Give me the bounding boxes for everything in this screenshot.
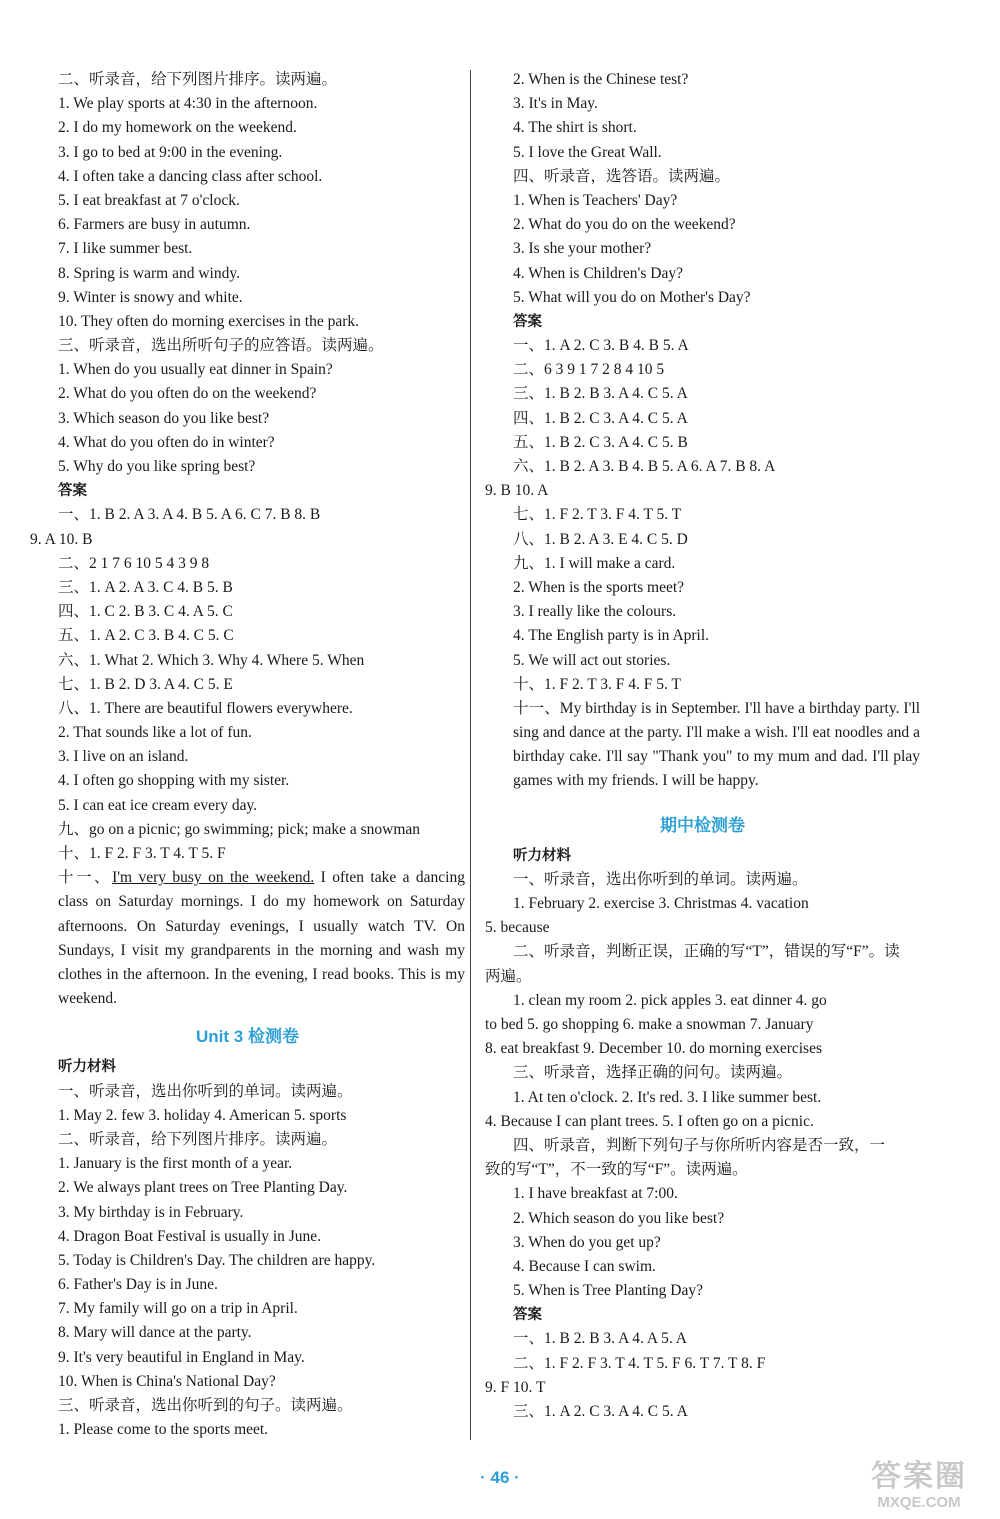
text-line: 9. B 10. A xyxy=(485,482,549,500)
text-line: 二、听录音，判断正误，正确的写“T”，错误的写“F”。读 xyxy=(513,943,900,961)
midterm-lines xyxy=(485,844,920,1425)
text-line: 3. I really like the colours. xyxy=(513,603,677,621)
text-line: 一、1. B 2. A 3. A 4. B 5. A 6. C 7. B 8. B xyxy=(58,506,321,524)
text-line: 五、1. A 2. C 3. B 4. C 5. C xyxy=(58,627,234,645)
watermark-logo xyxy=(844,1460,994,1518)
text-line: 1. I have breakfast at 7:00. xyxy=(513,1185,678,1203)
text-line: 3. Is she your mother? xyxy=(513,240,652,258)
right-essay: 十一、My birthday is in September. I'll have a birthday party. I'll sing and dance at the party. I'll make a wish. I'll eat noodles and a birthday cake. I'll say "Thank you" to my mum and dad. I'll play games with my friends. I will be happy. xyxy=(513,699,920,790)
text-line: 3. It's in May. xyxy=(513,95,598,113)
right-lines xyxy=(485,68,920,697)
text-line: 三、听录音，选择正确的问句。读两遍。 xyxy=(513,1064,793,1082)
text-line: 三、1. B 2. B 3. A 4. C 5. A xyxy=(513,385,688,403)
unit3-lines xyxy=(30,1055,465,1442)
text-line: 4. I often take a dancing class after school. xyxy=(58,167,323,185)
text-line: 9. It's very beautiful in England in May. xyxy=(58,1348,305,1366)
text-line: 答案 xyxy=(58,483,87,500)
text-line: 二、1. F 2. F 3. T 4. T 5. F 6. T 7. T 8. F xyxy=(513,1354,766,1372)
text-line: 四、听录音，选答语。读两遍。 xyxy=(513,167,731,185)
text-line: 4. I often go shopping with my sister. xyxy=(58,772,290,790)
text-line: 9. F 10. T xyxy=(485,1378,546,1396)
essay-underlined: I'm very busy on the weekend. xyxy=(112,869,315,887)
text-line: 听力材料 xyxy=(513,847,571,864)
text-line: 一、1. A 2. C 3. B 4. B 5. A xyxy=(513,337,689,355)
text-line: 九、1. I will make a card. xyxy=(513,554,676,572)
text-line: 1. clean my room 2. pick apples 3. eat dinner 4. go xyxy=(513,991,827,1009)
text-line: 5. Why do you like spring best? xyxy=(58,458,256,475)
text-line: 答案 xyxy=(513,313,542,330)
unit3-title: Unit 3 检测卷 xyxy=(196,1027,299,1047)
text-line: 5. We will act out stories. xyxy=(513,651,671,669)
text-line: 1. January is the first month of a year. xyxy=(58,1155,293,1173)
text-line: 三、1. A 2. A 3. C 4. B 5. B xyxy=(58,578,233,596)
text-line: 4. Because I can swim. xyxy=(513,1257,656,1275)
text-line: 8. Spring is warm and windy. xyxy=(58,264,240,282)
text-line: 5. I can eat ice cream every day. xyxy=(58,796,258,814)
text-line: to bed 5. go shopping 6. make a snowman 7. January xyxy=(485,1016,814,1033)
text-line: 六、1. B 2. A 3. B 4. B 5. A 6. A 7. B 8. A xyxy=(513,458,776,475)
text-line: 10. When is China's National Day? xyxy=(58,1372,276,1390)
text-line: 2. I do my homework on the weekend. xyxy=(58,119,297,137)
text-line: 1. At ten o'clock. 2. It's red. 3. I like summer best. xyxy=(513,1088,822,1106)
text-line: 八、1. There are beautiful flowers everywhere. xyxy=(58,699,353,717)
text-line: 一、听录音，选出你听到的单词。读两遍。 xyxy=(513,870,808,888)
text-line: 8. Mary will dance at the party. xyxy=(58,1324,252,1342)
text-line: 2. We always plant trees on Tree Planting Day. xyxy=(58,1179,348,1197)
text-line: 五、1. B 2. C 3. A 4. C 5. B xyxy=(513,433,688,451)
text-line: 6. Farmers are busy in autumn. xyxy=(58,216,251,234)
right-column xyxy=(485,68,920,1424)
text-line: 4. The English party is in April. xyxy=(513,627,710,645)
text-line: 七、1. B 2. D 3. A 4. C 5. E xyxy=(58,675,233,693)
text-line: 6. Father's Day is in June. xyxy=(58,1276,218,1294)
page-number: · 46 · xyxy=(480,1468,520,1487)
text-line: 一、1. B 2. B 3. A 4. A 5. A xyxy=(513,1330,687,1348)
text-line: 听力材料 xyxy=(58,1059,116,1076)
text-line: 3. My birthday is in February. xyxy=(58,1203,244,1221)
text-line: 4. The shirt is short. xyxy=(513,119,637,137)
text-line: 1. When is Teachers' Day? xyxy=(513,191,678,209)
watermark-site: MXQE.COM xyxy=(877,1494,961,1511)
text-line: 二、2 1 7 6 10 5 4 3 9 8 xyxy=(58,554,210,572)
text-line: 3. Which season do you like best? xyxy=(58,409,270,427)
text-line: 9. A 10. B xyxy=(30,530,93,548)
text-line: 二、6 3 9 1 7 2 8 4 10 5 xyxy=(513,361,665,379)
text-line: 1. February 2. exercise 3. Christmas 4. vacation xyxy=(513,895,809,913)
text-line: 5. What will you do on Mother's Day? xyxy=(513,288,751,306)
text-line: 3. I live on an island. xyxy=(58,748,189,766)
text-line: 二、听录音，给下列图片排序。读两遍。 xyxy=(58,71,338,88)
text-line: 5. I love the Great Wall. xyxy=(513,143,662,161)
text-line: 1. May 2. few 3. holiday 4. American 5. sports xyxy=(58,1106,347,1124)
midterm-title: 期中检测卷 xyxy=(660,815,745,835)
text-line: 答案 xyxy=(513,1307,542,1324)
text-line: 3. I go to bed at 9:00 in the evening. xyxy=(58,143,283,161)
essay-prefix: 十一、 xyxy=(58,869,113,887)
text-line: 5. I eat breakfast at 7 o'clock. xyxy=(58,191,240,209)
text-line: 四、1. C 2. B 3. C 4. A 5. C xyxy=(58,603,233,621)
text-line: 4. Dragon Boat Festival is usually in June. xyxy=(58,1227,322,1245)
text-line: 1. We play sports at 4:30 in the afternoon. xyxy=(58,95,318,113)
text-line: 三、听录音，选出你听到的句子。读两遍。 xyxy=(58,1397,353,1415)
text-line: 三、1. A 2. C 3. A 4. C 5. A xyxy=(513,1403,688,1420)
text-line: 4. Because I can plant trees. 5. I often go on a picnic. xyxy=(485,1112,814,1130)
text-line: 致的写“T”，不一致的写“F”。读两遍。 xyxy=(485,1161,748,1179)
text-line: 3. When do you get up? xyxy=(513,1233,661,1251)
text-line: 十、1. F 2. T 3. F 4. F 5. T xyxy=(513,675,681,693)
text-line: 5. When is Tree Planting Day? xyxy=(513,1282,704,1300)
left-column xyxy=(30,68,465,1442)
page-number-value: 46 xyxy=(490,1468,510,1487)
text-line: 两遍。 xyxy=(485,967,532,985)
text-line: 1. Please come to the sports meet. xyxy=(58,1421,269,1439)
text-line: 10. They often do morning exercises in the park. xyxy=(58,312,360,330)
column-divider xyxy=(470,70,471,1440)
left-lines xyxy=(30,68,465,866)
text-line: 一、听录音，选出你听到的单词。读两遍。 xyxy=(58,1082,353,1100)
text-line: 九、go on a picnic; go swimming; pick; make a snowman xyxy=(58,820,421,838)
text-line: 二、听录音，给下列图片排序。读两遍。 xyxy=(58,1130,338,1148)
text-line: 8. eat breakfast 9. December 10. do morning exercises xyxy=(485,1040,822,1058)
text-line: 1. When do you usually eat dinner in Spain? xyxy=(58,361,333,379)
text-line: 2. Which season do you like best? xyxy=(513,1209,725,1227)
left-essay xyxy=(30,866,465,1011)
text-line: 9. Winter is snowy and white. xyxy=(58,288,243,306)
text-line: 2. That sounds like a lot of fun. xyxy=(58,724,252,742)
watermark-text: 答案圈 xyxy=(871,1460,967,1493)
text-line: 四、1. B 2. C 3. A 4. C 5. A xyxy=(513,409,688,427)
text-line: 六、1. What 2. Which 3. Why 4. Where 5. When xyxy=(58,651,365,669)
text-line: 四、听录音，判断下列句子与你所听内容是否一致，一 xyxy=(513,1136,886,1154)
text-line: 7. My family will go on a trip in April. xyxy=(58,1300,298,1318)
essay-rest: I often take a dancing class on Saturday mornings. I do my homework on Saturday afternoons. On Saturday evenings, I usually watch TV. On Sundays, I visit my grandparents in the morning and wash my clothes in the afternoon. In the evening, I read books. This is my weekend. xyxy=(58,869,465,1008)
text-line: 5. because xyxy=(485,919,550,937)
text-line: 八、1. B 2. A 3. E 4. C 5. D xyxy=(513,530,688,548)
text-line: 2. What do you often do on the weekend? xyxy=(58,385,317,403)
text-line: 7. I like summer best. xyxy=(58,240,193,258)
text-line: 十、1. F 2. F 3. T 4. T 5. F xyxy=(58,845,226,862)
text-line: 2. When is the sports meet? xyxy=(513,578,685,596)
text-line: 4. What do you often do in winter? xyxy=(58,433,275,451)
text-line: 4. When is Children's Day? xyxy=(513,264,683,282)
text-line: 三、听录音，选出所听句子的应答语。读两遍。 xyxy=(58,337,384,355)
text-line: 5. Today is Children's Day. The children are happy. xyxy=(58,1251,376,1269)
text-line: 七、1. F 2. T 3. F 4. T 5. T xyxy=(513,506,682,524)
text-line: 2. When is the Chinese test? xyxy=(513,71,689,88)
text-line: 2. What do you do on the weekend? xyxy=(513,216,736,234)
